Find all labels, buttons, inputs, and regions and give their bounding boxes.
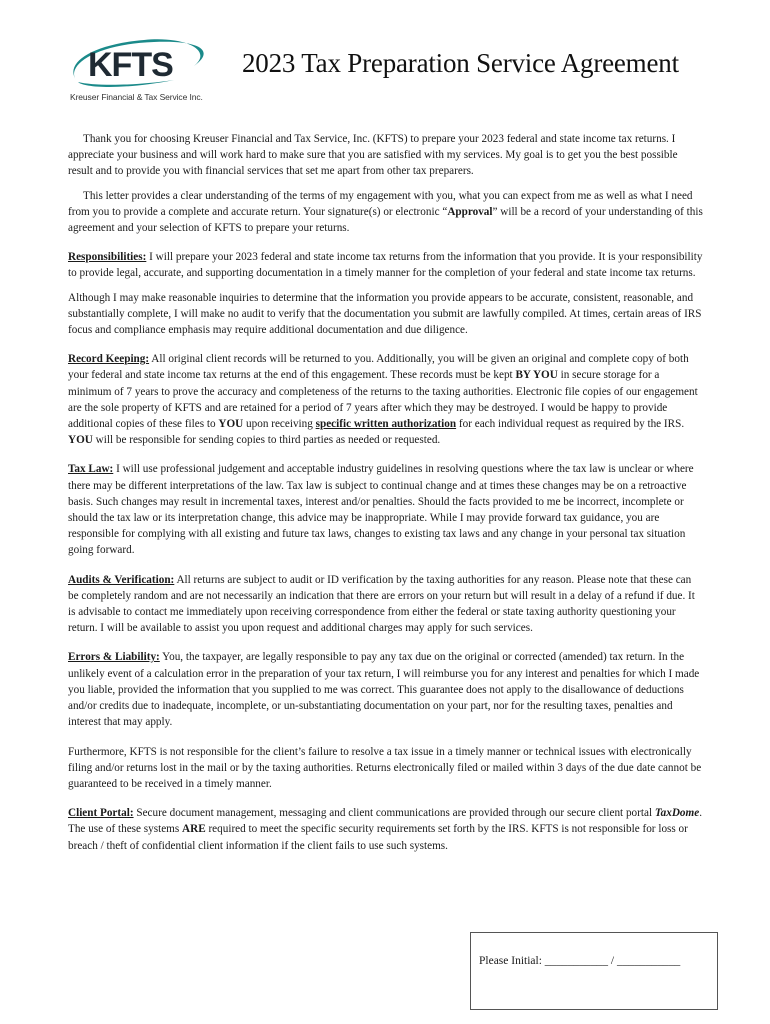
audits-heading: Audits & Verification: [68, 573, 175, 586]
intro-paragraph-1: Thank you for choosing Kreuser Financial and Tax Service, Inc. (KFTS) to prepare your 2023 federal and state income tax returns. I appreciate your business and will work hard to make sure that you are satisfied with my services. My goal is to get you the best possible result and to provide you with financial services that set me apart from other tax preparers. [68, 133, 678, 178]
intro-paragraph-2: This letter provides a clear understanding of the terms of my engagement with you, what you can expect from me as well as what I need from you to provide a complete and accurate return. Your signature(s) or electronic “Approval” will be a record of your understanding of this agreement and your selection of KFTS to prepare your returns. [68, 189, 703, 235]
logo-tagline: Kreuser Financial & Tax Service Inc. [70, 92, 203, 102]
record-keeping-heading: Record Keeping: [68, 353, 150, 366]
tax-law-section: Tax Law: I will use professional judgement and acceptable industry guidelines in resolving questions where the tax law is unclear or where there may be different interpretations of the law. Tax law is subject to continual change and at times these changes may be on a retroactive basis. Such changes may result in incremental taxes, interest and/or penalties. Should the facts provided to me be incorrect, incomplete or should the tax law or its interpretation change, this advice may be inappropriate. While I may provide forward tax guidance, you are responsible for complying with all existing and future tax laws, changes to existing tax laws and any change in your personal tax situation going forward. [68, 463, 694, 557]
specific-authorization-term: specific written authorization [315, 418, 457, 431]
responsibilities-section: Responsibilities: I will prepare your 2023 federal and state income tax returns from the information that you provide. It is your responsibility to provide legal, accurate, and supporting documentation in a timely manner for the completion of your federal and state income tax returns. [68, 251, 703, 280]
approval-term: Approval [447, 205, 493, 218]
record-keeping-section: Record Keeping: All original client records will be returned to you. Additionally, you will be given an original and complete copy of both your federal and state income tax returns at the end of this engagement. These records must be kept BY YOU in secure storage for a minimum of 7 years to prove the accuracy and completeness of the returns to the taxing authorities. Electronic file copies of our engagement are the sole property of KFTS and are retained for a period of 7 years after which they may be destroyed. I would be happy to provide additional copies of these files to YOU upon receiving specific written authorization for each individual request as required by the IRS. YOU will be responsible for sending copies to third parties as needed or requested. [68, 353, 698, 447]
initial-label: Please Initial: [479, 955, 542, 967]
responsibilities-heading: Responsibilities: [68, 251, 147, 264]
initial-box[interactable] [470, 932, 718, 1010]
agreement-body [68, 131, 704, 862]
logo-swoosh-icon [64, 36, 224, 94]
client-portal-heading: Client Portal: [68, 807, 134, 820]
initial-field[interactable] [479, 955, 680, 967]
errors-heading: Errors & Liability: [68, 651, 160, 664]
tax-law-heading: Tax Law: [68, 463, 114, 476]
errors-paragraph-2: Furthermore, KFTS is not responsible for the client’s failure to resolve a tax issue in a timely manner or technical issues with electronically filing and/or returns lost in the mail or by the taxing authorities. Returns electronically filed or mailed within 3 days of the due date cannot be guaranteed to be received in a timely manner. [68, 745, 702, 790]
client-portal-section: Client Portal: Secure document management, messaging and client communications are provided through our secure client portal TaxDome. The use of these systems ARE required to meet the specific security requirements set forth by the IRS. KFTS is not responsible for loss or breach / theft of confidential client information if the client fails to use such systems. [68, 807, 702, 852]
page-title: 2023 Tax Preparation Service Agreement [242, 48, 679, 78]
errors-section: Errors & Liability: You, the taxpayer, are legally responsible to pay any tax due on the original or corrected (amended) tax return. In the unlikely event of a calculation error in the preparation of your tax return, I will reimburse you for any interest and penalties for which I made you liable, provided the information that you supplied to me was correct. This guarantee does not apply to the disallowance of deductions and/or credits due to inadequate, incomplete, or un-substantiating documentation on your part, nor for the resulting taxes, penalties and interest that may apply. [68, 651, 700, 729]
svg-text:KFTS: KFTS [88, 46, 173, 84]
initial-blanks[interactable]: ___________ / ___________ [541, 955, 681, 967]
audits-section: Audits & Verification: All returns are subject to audit or ID verification by the taxing authorities for any reason. Please note that these can be completely random and are not necessarily an indication that there are errors on your return but will result in a delay of a refund if due. It is advisable to contact me immediately upon receiving correspondence from either the federal or state taxing authority questioning your return. I will be available to assist you upon request and additional charges may apply for such services. [68, 573, 695, 635]
taxdome-term: TaxDome [654, 807, 700, 820]
company-logo [64, 36, 224, 106]
responsibilities-paragraph-2: Although I may make reasonable inquiries to determine that the information you provide appears to be accurate, consistent, reasonable, and substantially complete, I will make no audit to verify that the documentation you submit are lawfully compiled. At times, certain areas of IRS focus and compliance emphasis may require additional documentation and due diligence. [68, 291, 702, 337]
